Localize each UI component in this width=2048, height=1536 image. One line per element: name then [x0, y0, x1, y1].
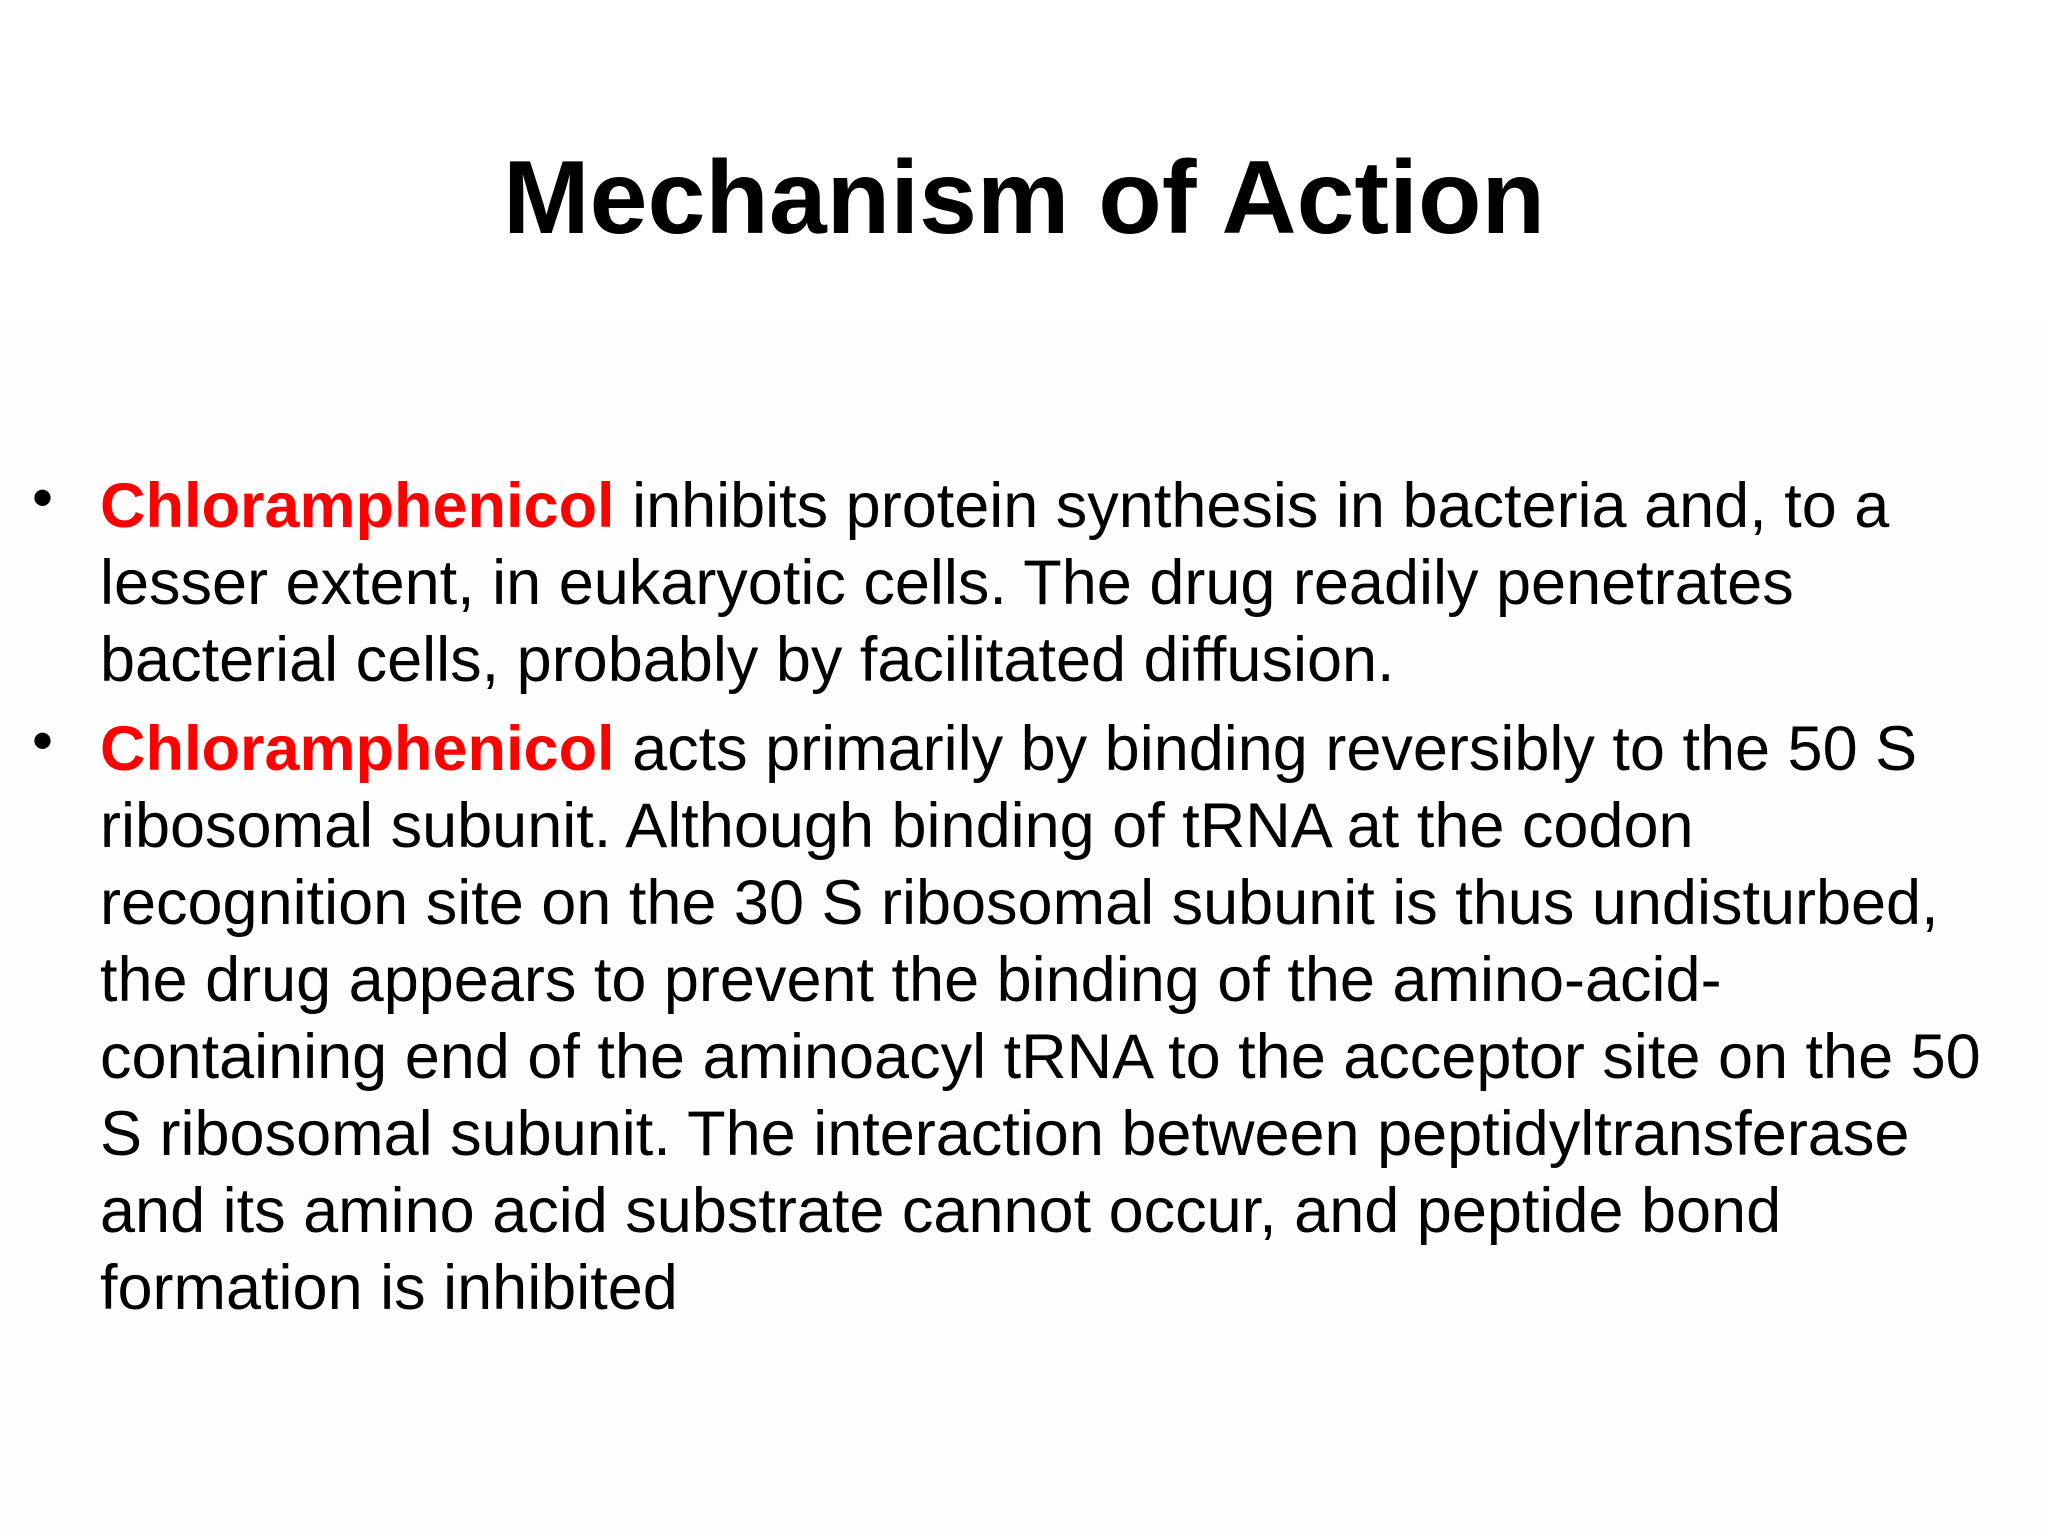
bullet-item-1	[18, 464, 2008, 699]
bullet-highlight-term: Chloramphenicol	[100, 714, 615, 784]
bullet-list	[18, 464, 2008, 1339]
bullet-item-2	[18, 707, 2008, 1327]
bullet-marker: •	[32, 707, 54, 774]
bullet-text: inhibits protein synthesis in bacteria and, to a lesser extent, in eukaryotic cells. The drug readily penetrates bacterial cells, probably by facilitated diffusion.	[100, 471, 1890, 695]
bullet-text: acts primarily by binding reversibly to the 50 S ribosomal subunit. Although binding of tRNA at the codon recognition site on the 30 S ribosomal subunit is thus undisturbed, the drug appears to prevent the binding of the amino-acid-containing end of the aminoacyl tRNA to the acceptor site on the 50 S ribosomal subunit. The interaction between peptidyltransferase and its amino acid substrate cannot occur, and peptide bond formation is inhibited	[100, 714, 1981, 1323]
bullet-highlight-term: Chloramphenicol	[100, 471, 615, 541]
slide-title: Mechanism of Action	[502, 140, 1546, 256]
bullet-marker: •	[32, 464, 54, 531]
